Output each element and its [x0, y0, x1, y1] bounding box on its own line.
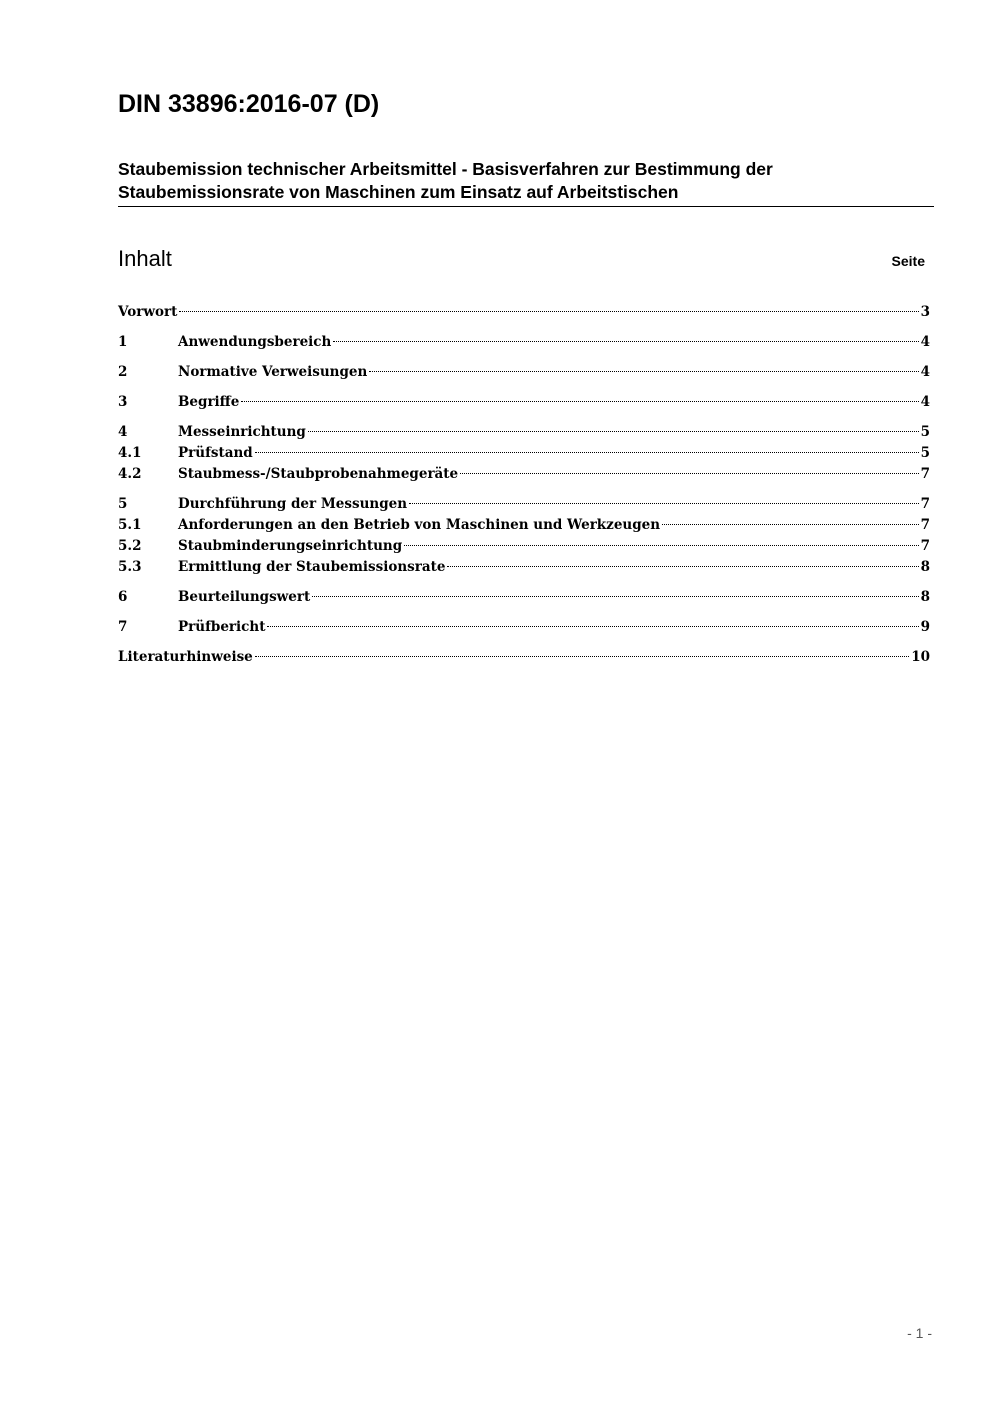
toc-entry-title: Vorwort: [118, 304, 178, 320]
toc-entry-title: Ermittlung der Staubemissionsrate: [178, 559, 446, 575]
toc-entry-page: 5: [920, 445, 930, 461]
toc-entry-page: 4: [920, 364, 930, 380]
toc-leader: [241, 401, 918, 402]
toc-entry-5-1[interactable]: [118, 515, 930, 536]
toc-entry-page: 8: [920, 559, 930, 575]
document-title-line-1: Staubemission technischer Arbeitsmittel - Basisverfahren zur Bestimmung der: [118, 159, 773, 179]
toc-entry-page: 3: [920, 304, 930, 320]
page-number: - 1 -: [907, 1325, 932, 1341]
toc-leader: [460, 473, 918, 474]
document-title-line-2: Staubemissionsrate von Maschinen zum Einsatz auf Arbeitstischen: [118, 182, 679, 202]
toc-leader: [662, 524, 919, 525]
toc-entry-4-2[interactable]: [118, 464, 930, 485]
toc-leader: [333, 341, 918, 342]
toc-entry-title: Staubmess-/Staubprobenahmegeräte: [178, 466, 459, 482]
toc-entry-number: 4.2: [118, 466, 142, 482]
toc-entry-number: 1: [118, 334, 128, 350]
toc-entry-title: Normative Verweisungen: [178, 364, 368, 380]
toc-entry-4-1[interactable]: [118, 443, 930, 464]
toc-entry-2[interactable]: [118, 362, 930, 383]
document-title: [118, 158, 934, 207]
toc-entry-5-2[interactable]: [118, 536, 930, 557]
document-id: DIN 33896:2016-07 (D): [118, 90, 380, 118]
toc-entry-page: 4: [920, 394, 930, 410]
toc-entry-literaturhinweise[interactable]: [118, 647, 930, 668]
toc-entry-title: Prüfstand: [178, 445, 253, 461]
toc-entry-title: Staubminderungseinrichtung: [178, 538, 403, 554]
toc-leader: [369, 371, 918, 372]
toc-entry-vorwort[interactable]: [118, 302, 930, 323]
toc-page-label: Seite: [891, 253, 925, 269]
toc-entry-page: 7: [920, 538, 930, 554]
toc-entry-4[interactable]: [118, 422, 930, 443]
toc-entry-title: Beurteilungswert: [178, 589, 311, 605]
toc-entry-1[interactable]: [118, 332, 930, 353]
toc-leader: [267, 626, 918, 627]
toc-entry-number: 2: [118, 364, 128, 380]
table-of-contents: [118, 302, 930, 668]
toc-leader: [409, 503, 919, 504]
toc-entry-title: Literaturhinweise: [118, 649, 253, 665]
toc-entry-5-3[interactable]: [118, 557, 930, 578]
toc-entry-number: 3: [118, 394, 128, 410]
toc-leader: [312, 596, 918, 597]
toc-entry-page: 4: [920, 334, 930, 350]
toc-leader: [404, 545, 918, 546]
toc-entry-page: 7: [920, 466, 930, 482]
toc-entry-number: 5.1: [118, 517, 142, 533]
toc-entry-number: 6: [118, 589, 128, 605]
toc-entry-title: Anforderungen an den Betrieb von Maschinen und Werkzeugen: [178, 517, 661, 533]
toc-entry-number: 4.1: [118, 445, 142, 461]
toc-entry-number: 5: [118, 496, 128, 512]
toc-entry-number: 5.2: [118, 538, 142, 554]
toc-entry-page: 7: [920, 517, 930, 533]
toc-entry-title: Messeinrichtung: [178, 424, 306, 440]
toc-entry-page: 8: [920, 589, 930, 605]
toc-entry-page: 5: [920, 424, 930, 440]
toc-leader: [447, 566, 918, 567]
toc-entry-title: Anwendungsbereich: [178, 334, 332, 350]
toc-entry-6[interactable]: [118, 587, 930, 608]
toc-entry-3[interactable]: [118, 392, 930, 413]
toc-entry-number: 7: [118, 619, 128, 635]
toc-leader: [179, 311, 918, 312]
toc-leader: [308, 431, 919, 432]
toc-entry-7[interactable]: [118, 617, 930, 638]
toc-leader: [255, 656, 909, 657]
toc-leader: [255, 452, 919, 453]
toc-entry-page: 10: [911, 649, 930, 665]
toc-entry-page: 9: [920, 619, 930, 635]
toc-entry-title: Begriffe: [178, 394, 240, 410]
toc-entry-number: 4: [118, 424, 128, 440]
toc-entry-title: Prüfbericht: [178, 619, 266, 635]
toc-entry-title: Durchführung der Messungen: [178, 496, 408, 512]
toc-heading: Inhalt: [118, 246, 172, 271]
toc-entry-page: 7: [920, 496, 930, 512]
toc-entry-5[interactable]: [118, 494, 930, 515]
toc-entry-number: 5.3: [118, 559, 142, 575]
